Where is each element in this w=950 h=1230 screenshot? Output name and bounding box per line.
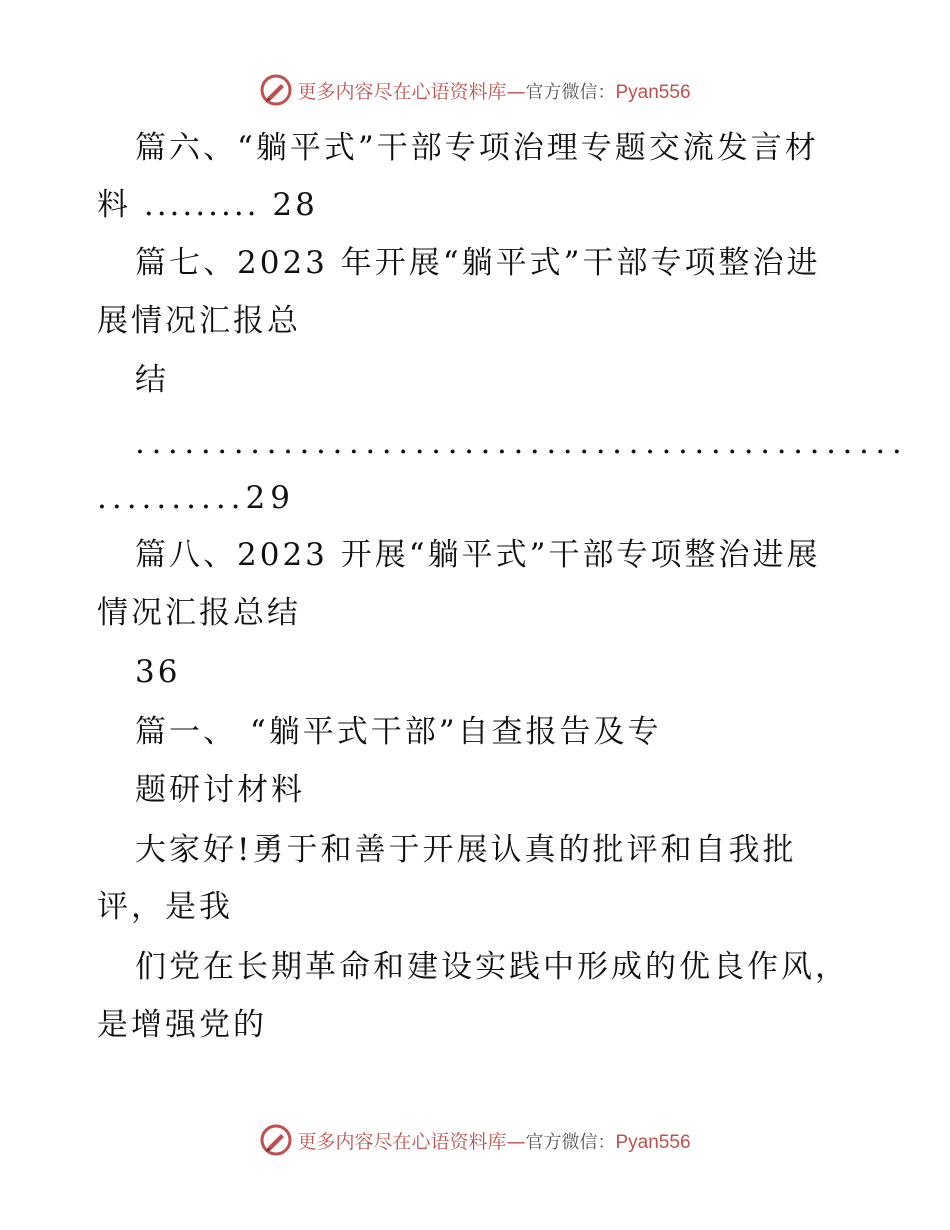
text-line: 篇六、“躺平式”干部专项治理专题交流发言材 xyxy=(135,130,819,166)
text-line: 篇七、2023 年开展“躺平式”干部专项整治进 xyxy=(135,245,821,281)
header-wechat-label: 官方微信： xyxy=(525,81,616,103)
text-line: 大家好!勇于和善于开展认真的批评和自我批 xyxy=(135,832,797,868)
text-line: 评，是我 xyxy=(97,889,233,925)
text-line: 们党在长期革命和建设实践中形成的优良作风， xyxy=(135,949,849,985)
footer-dash: — xyxy=(506,1130,526,1153)
footer-wechat-label: 官方微信： xyxy=(525,1131,616,1153)
text-line: 题研讨材料 xyxy=(135,772,305,808)
text-line: 36 xyxy=(135,654,181,690)
footer-wechat-id: Pyan556 xyxy=(615,1131,691,1153)
footer-text xyxy=(297,1127,690,1154)
header-banner xyxy=(0,70,950,110)
header-text xyxy=(297,77,690,104)
text-line: 情况汇报总结 xyxy=(97,595,301,631)
footer-site: 更多内容尽在心语资料库 xyxy=(297,1130,507,1153)
text-line: 篇八、2023 开展“躺平式”干部专项整治进展 xyxy=(135,537,821,573)
header-dash: — xyxy=(506,80,526,103)
header-site: 更多内容尽在心语资料库 xyxy=(297,80,507,103)
text-line: 是增强党的 xyxy=(97,1007,267,1043)
text-line-dots: ............................................... xyxy=(135,425,909,461)
text-line: 结 xyxy=(135,362,169,398)
text-line: 篇一、 “躺平式干部”自查报告及专 xyxy=(135,714,662,750)
pen-circle-logo-icon xyxy=(259,73,293,107)
text-line: 料 ......... 28 xyxy=(97,187,318,223)
header-wechat-id: Pyan556 xyxy=(615,81,691,103)
text-line: 展情况汇报总 xyxy=(97,303,301,339)
pen-circle-logo-icon xyxy=(259,1123,293,1157)
footer-banner xyxy=(0,1120,950,1160)
text-line: ..........29 xyxy=(97,480,295,516)
